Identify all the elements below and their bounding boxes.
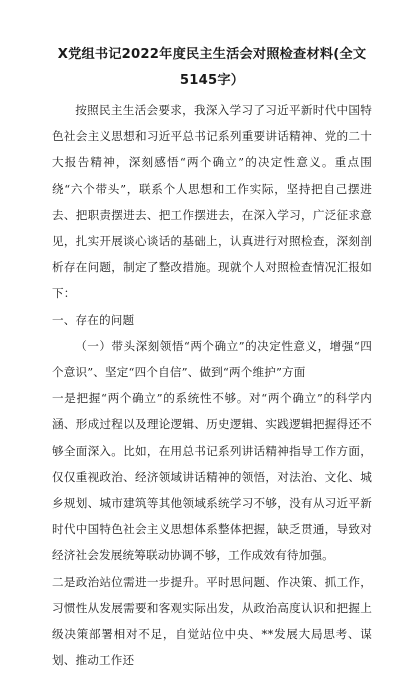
point-one-paragraph: 一是把握“两个确立”的系统性不够。对“两个确立”的科学内涵、形成过程以及理论逻辑、历史逻辑、实践逻辑把握得还不够全面深入。比如，在用总书记系列讲话精神指导工作方面，仅仅重视政治、经济领域讲话精神的领悟，对法治、文化、城乡规划、城市建筑等其他领域系统学习不够，没有从习近平新时代中国特色社会主义思想体系整体把握，缺乏贯通，导致对经济社会发展统筹联动协调不够，工作成效有待加强。 [52, 391, 372, 563]
document-body [52, 97, 372, 673]
section-heading: 一、存在的问题 [52, 312, 135, 327]
intro-paragraph: 按照民主生活会要求，我深入学习了习近平新时代中国特色社会主义思想和习近平总书记系列重要讲话精神、党的二十大报告精神，深刻感悟“两个确立”的决定性意义。重点围绕“六个带头”，联系个人思想和工作实际，坚持把自己摆进去、把职责摆进去、把工作摆进去，在深入学习，广泛征求意见，扎实开展谈心谈话的基础上，认真进行对照检查，深刻剖析存在问题，制定了整改措施。现就个人对照检查情况汇报如下： [52, 103, 372, 301]
document-title: X党组书记2022年度民主生活会对照检查材料(全文5145字） [57, 47, 367, 88]
point-two-paragraph: 二是政治站位需进一步提升。平时思问题、作决策、抓工作，习惯性从发展需要和客观实际出发，从政治高度认识和把握上级决策部署相对不足，自觉站位中央、**发展大局思考、谋划、推动工作还 [52, 574, 372, 668]
subsection-heading: （一）带头深刻领悟“两个确立”的决定性意义，增强“四个意识”、坚定“四个自信”、做到“两个维护”方面 [52, 338, 372, 380]
